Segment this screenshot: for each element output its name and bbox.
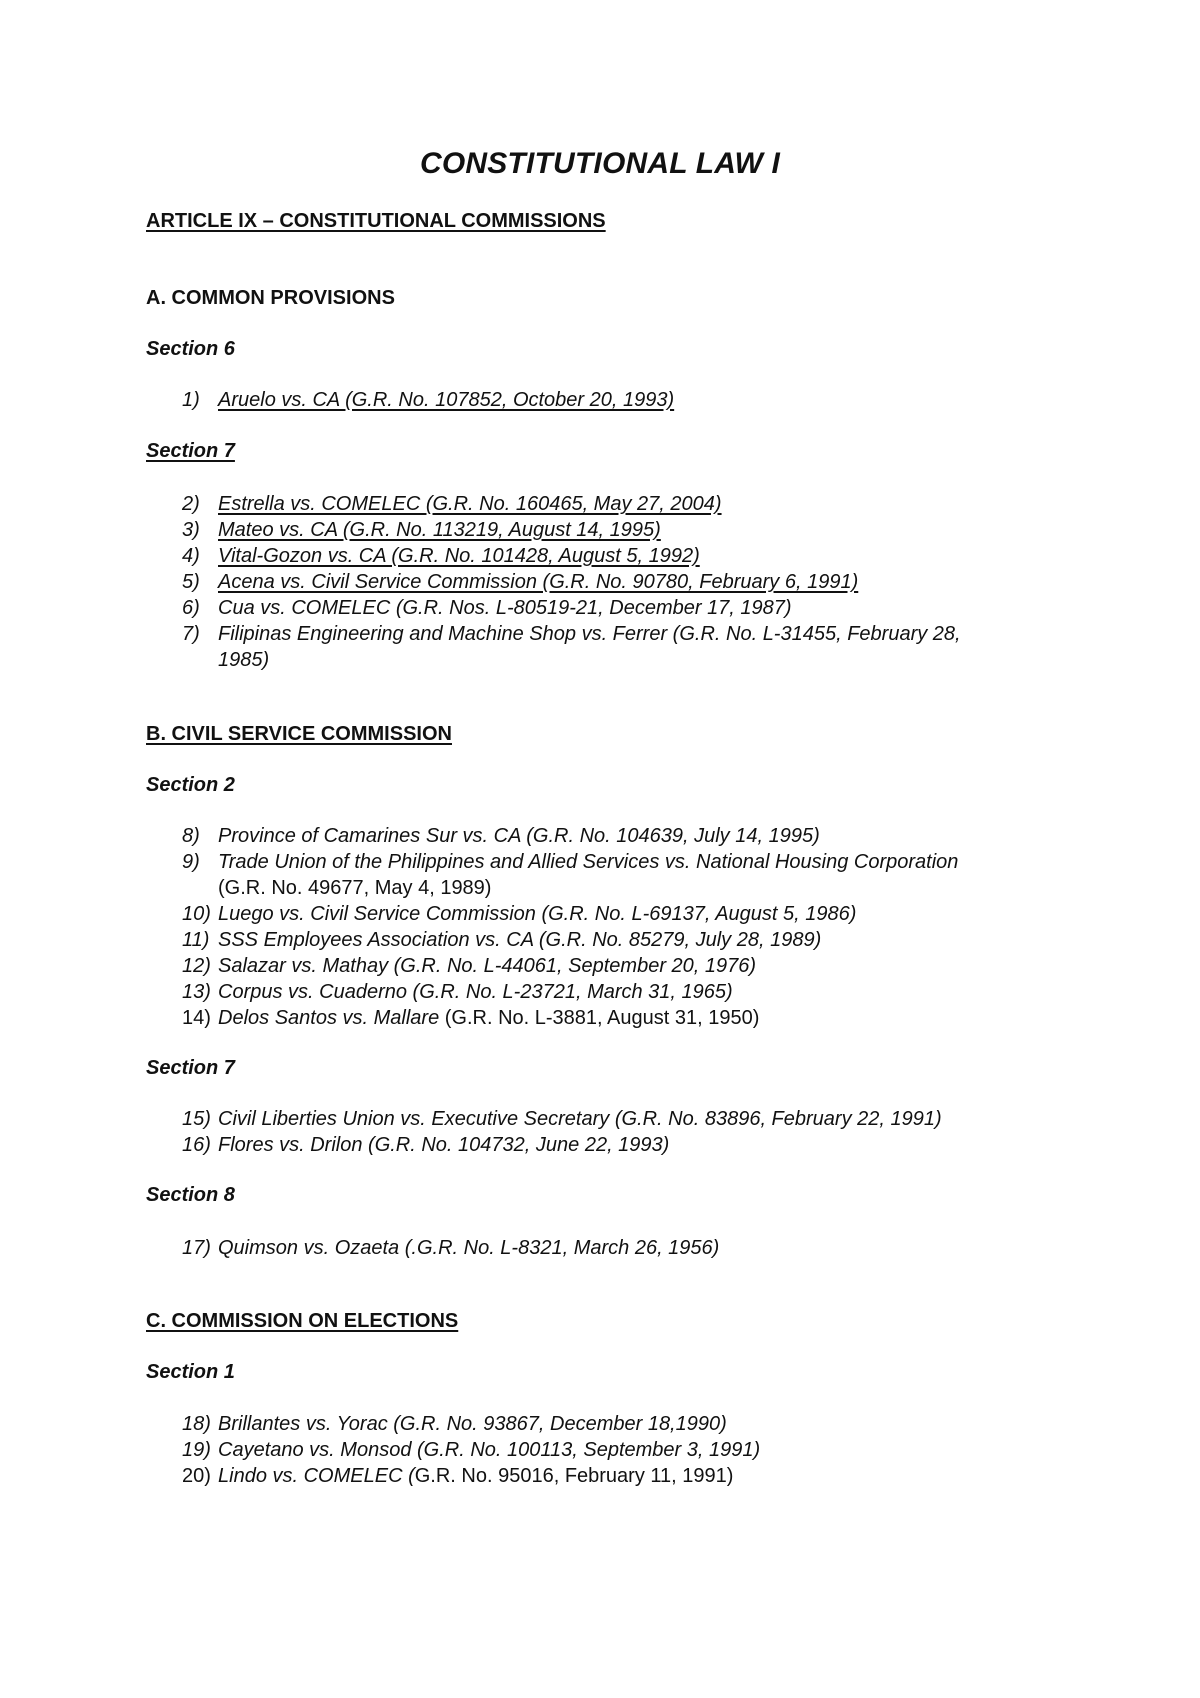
case-citation [218,1005,1078,1031]
item-number: 14) [182,1007,211,1029]
part-a-heading: A. COMMON PROVISIONS [146,287,395,309]
case-citation: Brillantes vs. Yorac (G.R. No. 93867, December 18,1990) [218,1413,727,1435]
part-c-section-1: Section 1 [146,1361,235,1383]
case-citation: Province of Camarines Sur vs. CA (G.R. No. 104639, July 14, 1995) [218,825,820,847]
item-number: 5) [182,571,200,593]
item-number: 19) [182,1439,211,1461]
case-name: Lindo vs. COMELEC ( [218,1465,415,1487]
case-citation: Acena vs. Civil Service Commission (G.R. No. 90780, February 6, 1991) [218,571,859,593]
item-number: 2) [182,493,200,515]
part-b-section-2: Section 2 [146,774,235,796]
case-citation [218,1463,1078,1489]
item-number: 13) [182,981,211,1003]
item-number: 20) [182,1465,211,1487]
case-citation: Cua vs. COMELEC (G.R. Nos. L-80519-21, December 17, 1987) [218,597,792,619]
item-number: 16) [182,1134,211,1156]
item-number: 6) [182,597,200,619]
item-number: 7) [182,623,200,645]
item-number: 10) [182,903,211,925]
part-b-heading: B. CIVIL SERVICE COMMISSION [146,723,452,745]
item-number: 11) [182,929,210,951]
case-citation: Trade Union of the Philippines and Allied Services vs. National Housing Corporation [218,851,959,873]
case-citation: Aruelo vs. CA (G.R. No. 107852, October 20, 1993) [218,389,675,411]
case-citation: Estrella vs. COMELEC (G.R. No. 160465, May 27, 2004) [218,493,722,515]
part-b-section-8: Section 8 [146,1184,235,1206]
item-number: 8) [182,825,200,847]
article-heading: ARTICLE IX – CONSTITUTIONAL COMMISSIONS [146,210,606,232]
item-number: 15) [182,1108,211,1130]
part-c-heading: C. COMMISSION ON ELECTIONS [146,1310,459,1332]
case-citation: Corpus vs. Cuaderno (G.R. No. L-23721, March 31, 1965) [218,981,733,1003]
case-citation: Salazar vs. Mathay (G.R. No. L-44061, September 20, 1976) [218,955,757,977]
case-citation: Filipinas Engineering and Machine Shop vs. Ferrer (G.R. No. L-31455, February 28, [218,623,961,645]
item-number: 1) [182,389,200,411]
case-citation-continued: 1985) [218,649,270,671]
part-b-section-7: Section 7 [146,1057,235,1079]
case-citation: Vital-Gozon vs. CA (G.R. No. 101428, August 5, 1992) [218,545,700,567]
case-citation-plain: (G.R. No. L-3881, August 31, 1950) [439,1007,760,1029]
case-citation-plain: G.R. No. 95016, February 11, 1991) [414,1465,734,1487]
case-citation: Luego vs. Civil Service Commission (G.R. No. L-69137, August 5, 1986) [218,903,857,925]
item-number: 9) [182,851,200,873]
case-citation: Flores vs. Drilon (G.R. No. 104732, June 22, 1993) [218,1134,670,1156]
case-citation: Cayetano vs. Monsod (G.R. No. 100113, September 3, 1991) [218,1439,761,1461]
case-citation: Mateo vs. CA (G.R. No. 113219, August 14, 1995) [218,519,661,541]
document-title: CONSTITUTIONAL LAW I [419,147,781,180]
item-number: 3) [182,519,200,541]
case-citation-continued [218,875,1078,901]
part-a-section-6: Section 6 [146,338,235,360]
item-number: 4) [182,545,200,567]
case-name: Delos Santos vs. Mallare [218,1007,440,1029]
part-a-section-7: Section 7 [146,440,235,462]
item-number: 18) [182,1413,211,1435]
case-citation: SSS Employees Association vs. CA (G.R. No. 85279, July 28, 1989) [218,929,822,951]
item-number: 12) [182,955,211,977]
case-citation-plain: (G.R. No. 49677, May 4, 1989) [218,877,492,899]
item-number: 17) [182,1237,211,1259]
case-citation: Quimson vs. Ozaeta (.G.R. No. L-8321, March 26, 1956) [218,1237,720,1259]
case-citation: Civil Liberties Union vs. Executive Secretary (G.R. No. 83896, February 22, 1991) [218,1108,942,1130]
